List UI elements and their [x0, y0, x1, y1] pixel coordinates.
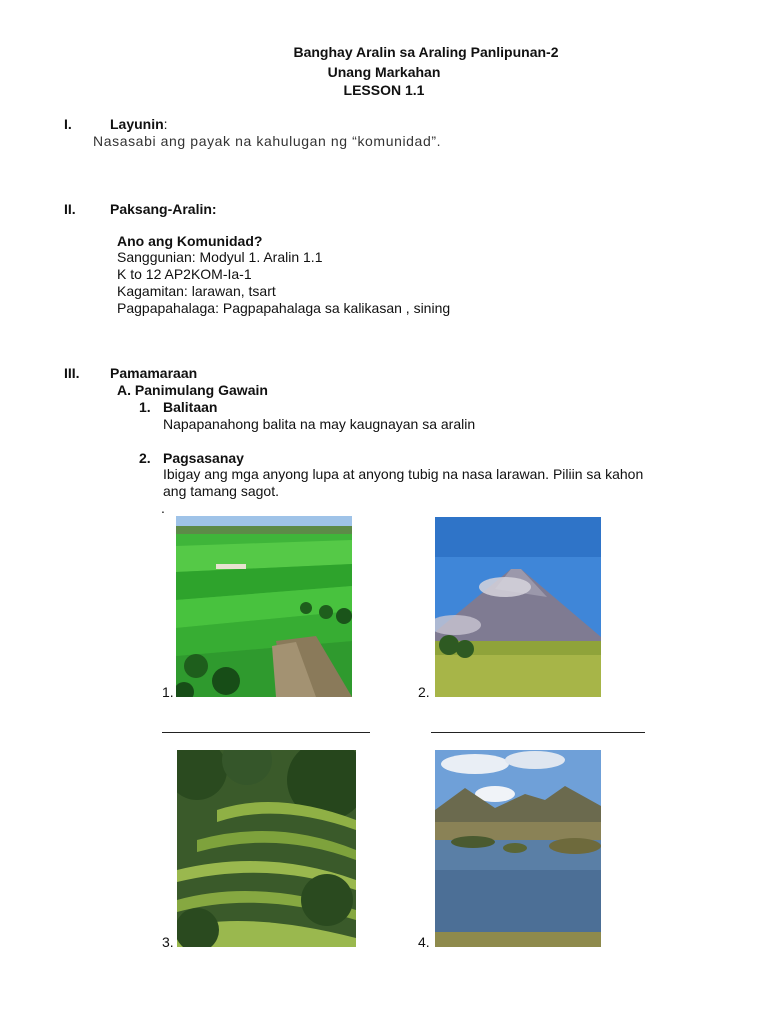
section1-heading-text: Layunin: [110, 116, 164, 132]
item1-text: Napapanahong balita na may kaugnayan sa aralin: [163, 416, 476, 432]
item1-number: 1.: [139, 399, 151, 415]
competency-code: K to 12 AP2KOM-Ia-1: [117, 266, 252, 282]
section2-numeral: II.: [64, 201, 76, 217]
section1-heading: [110, 116, 168, 132]
picture4-label: 4.: [418, 934, 430, 950]
item2-text-line2: ang tamang sagot.: [163, 483, 279, 499]
section3-heading: Pamamaraan: [110, 365, 198, 381]
document-title: Banghay Aralin sa Araling Panlipunan-2: [293, 44, 559, 60]
reference-line: Sanggunian: Modyul 1. Aralin 1.1: [117, 249, 323, 265]
section1-objective: Nasasabi ang payak na kahulugan ng “komunidad”.: [93, 133, 442, 149]
rice-terraces-image: [177, 750, 356, 947]
item2-text-line1: Ibigay ang mga anyong lupa at anyong tubig na nasa larawan. Piliin sa kahon: [163, 466, 644, 482]
item2-title: Pagsasanay: [163, 450, 244, 466]
picture3-label: 3.: [162, 934, 174, 950]
answer-line-2: [431, 732, 645, 733]
picture1-label: 1.: [162, 684, 174, 700]
values-line: Pagpapahalaga: Pagpapahalaga sa kalikasan , sining: [117, 300, 451, 316]
lesson-label: LESSON 1.1: [343, 82, 425, 98]
materials-line: Kagamitan: larawan, tsart: [117, 283, 276, 299]
volcano-image: [435, 517, 601, 697]
lake-image: [435, 750, 601, 947]
stray-dot: .: [161, 500, 165, 516]
section1-colon: :: [163, 116, 168, 132]
plains-image: [176, 516, 352, 697]
topic-title: Ano ang Komunidad?: [117, 233, 263, 249]
picture2-label: 2.: [418, 684, 430, 700]
section2-heading: Paksang-Aralin:: [110, 201, 217, 217]
item2-number: 2.: [139, 450, 151, 466]
section1-numeral: I.: [64, 116, 72, 132]
subsection-a: A. Panimulang Gawain: [117, 382, 268, 398]
quarter-label: Unang Markahan: [327, 64, 441, 80]
answer-line-1: [162, 732, 370, 733]
section3-numeral: III.: [64, 365, 80, 381]
item1-title: Balitaan: [163, 399, 218, 415]
